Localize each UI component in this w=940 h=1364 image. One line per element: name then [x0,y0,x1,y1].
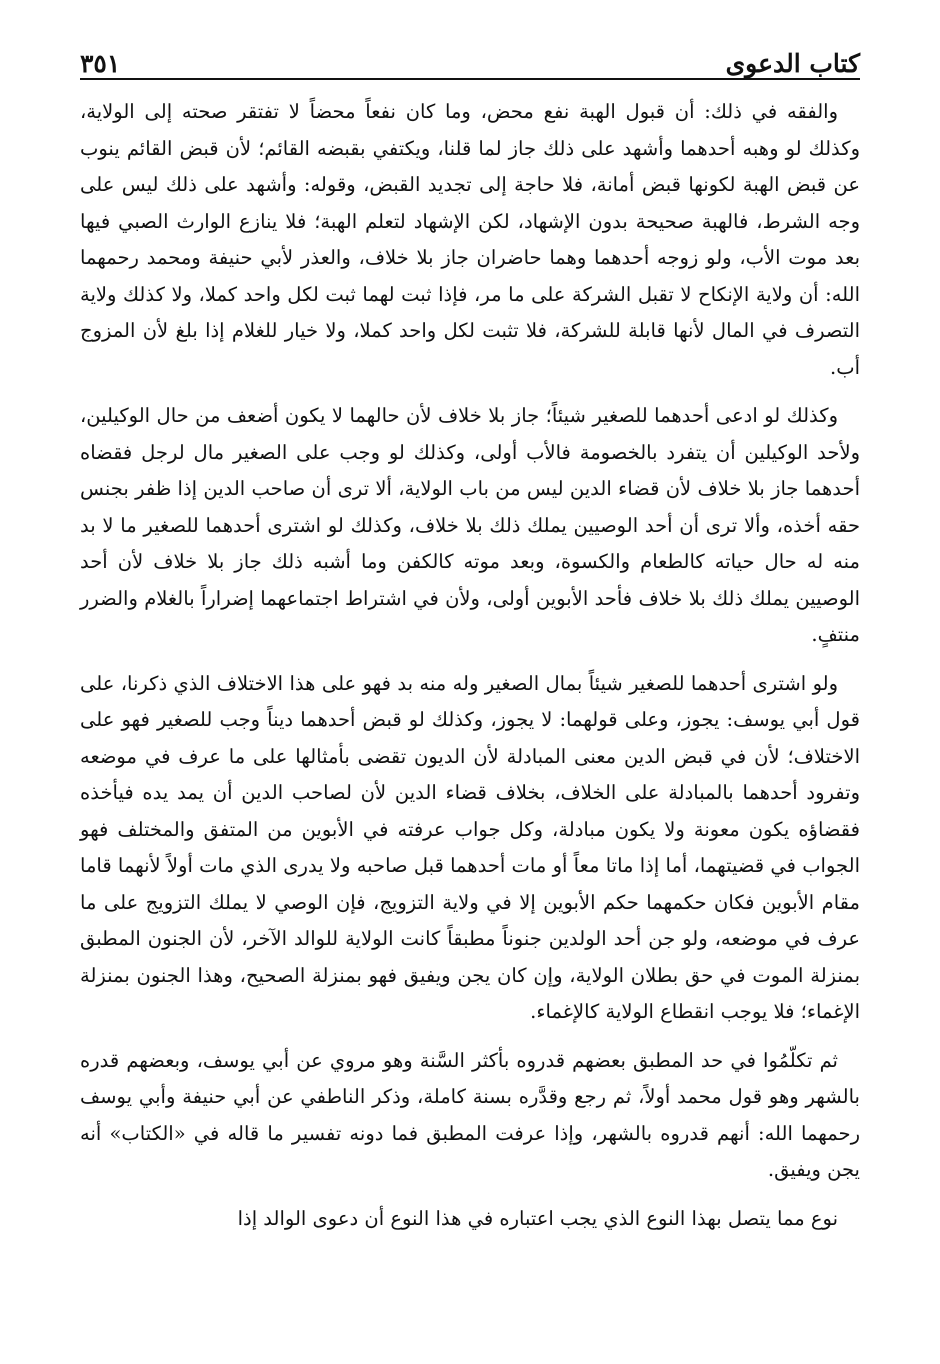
paragraph: وكذلك لو ادعى أحدهما للصغير شيئاً؛ جاز بلا خلاف لأن حالهما لا يكون أضعف من حال الوكيلين، ولأحد الوكيلين أن يتفرد بالخصومة فالأب أولى، وكذلك لو وجب على الصغير مال لرجل فقضاه أحدهما جاز بلا خلاف لأن قضاء الدين ليس من باب الولاية، ألا ترى أن صاحب الدين إذا ظفر بجنس حقه أخذه، وألا ترى أن أحد الوصيين يملك ذلك بلا خلاف، وكذلك لو اشترى أحدهما للصغير ما لا بد منه له حال حياته كالطعام والكسوة، وبعد موته كالكفن وما أشبه ذلك جاز بلا خلاف لأن أحد الوصيين يملك ذلك بلا خلاف فأحد الأبوين أولى، ولأن في اشتراط اجتماعهما إضراراً بالغلام والضرر منتفٍ. [80,404,860,646]
page-number: ٣٥١ [80,49,121,78]
running-header [80,38,860,80]
paragraph: نوع مما يتصل بهذا النوع الذي يجب اعتباره في هذا النوع أن دعوى الوالد إذا [237,1206,838,1230]
book-page [80,38,860,1249]
paragraph: ثم تكلّمُوا في حد المطبق بعضهم قدروه بأكثر السَّنة وهو مروي عن أبي يوسف، وبعضهم قدره بالشهر وهو قول محمد أولاً، ثم رجع وقدَّره بسنة كاملة، وذكر الناطفي عن أبي حنيفة وأبي يوسف رحمهما الله: أنهم قدروه بالشهر، وإذا عرفت المطبق فما دونه تفسير ما قاله في «الكتاب» أنه يجن ويفيق. [80,1048,860,1181]
paragraph: ولو اشترى أحدهما للصغير شيئاً بمال الصغير وله منه بد فهو على هذا الاختلاف الذي ذكرنا، على قول أبي يوسف: يجوز، وعلى قولهما: لا يجوز، وكذلك لو قبض أحدهما ديناً وجب للصغير فهو على الاختلاف؛ لأن في قبض الدين معنى المبادلة لأن الديون تقضى بأمثالها على ما عرف في موضعه وتفرود أحدهما بالمبادلة على الخلاف، بخلاف قضاء الدين لأن لصاحب الدين أن يمد يده فيأخذه فقضاؤه يكون معونة ولا يكون مبادلة، وكل جواب عرفته في الأبوين من المتفق والمختلف فهو الجواب في قضيتهما، أما إذا ماتا معاً أو مات أحدهما قبل صاحبه ولا يدرى الذي مات أولاً لأنهما قاما مقام الأبوين فكان حكمهما حكم الأبوين إلا في ولاية التزويج، فإن الوصي لا يملك التزويج على ما عرف في موضعه، ولو جن أحد الولدين جنوناً مطبقاً كانت الولاية للوالد الآخر، لأن الجنون المطبق بمنزلة الموت في حق بطلان الولاية، وإن كان يجن ويفيق فهو بمنزلة الصحيح، وهذا الجنون بمنزلة الإغماء؛ فلا يوجب انقطاع الولاية كالإغماء. [80,671,860,1023]
body-text [80,94,860,1237]
book-title: كتاب الدعوى [725,49,860,78]
paragraph: والفقه في ذلك: أن قبول الهبة نفع محض، وما كان نفعاً محضاً لا تفتقر صحته إلى الولاية، وكذلك لو وهبه أحدهما وأشهد على ذلك جاز لما قلنا، ويكتفي بقبضه القائم؛ لأن قبض القائم ينوب عن قبض الهبة لكونها قبض أمانة، فلا حاجة إلى تجديد القبض، وقوله: وأشهد على ذلك ليس على وجه الشرط، فالهبة صحيحة بدون الإشهاد، لكن الإشهاد لتعلم الهبة؛ فلا ينازع الوارث الصبي فيها بعد موت الأب، ولو زوجه أحدهما وهما حاضران جاز بلا خلاف، والعذر لأبي حنيفة ومحمد رحمهما الله: أن ولاية الإنكاح لا تقبل الشركة على ما مر، فإذا ثبت لهما ثبت لكل واحد كملا، ولا كذلك ولاية التصرف في المال لأنها قابلة للشركة، فلا تثبت لكل واحد كملا، ولا خيار للغلام إذا بلغ لأن المزوج أب. [80,100,860,379]
